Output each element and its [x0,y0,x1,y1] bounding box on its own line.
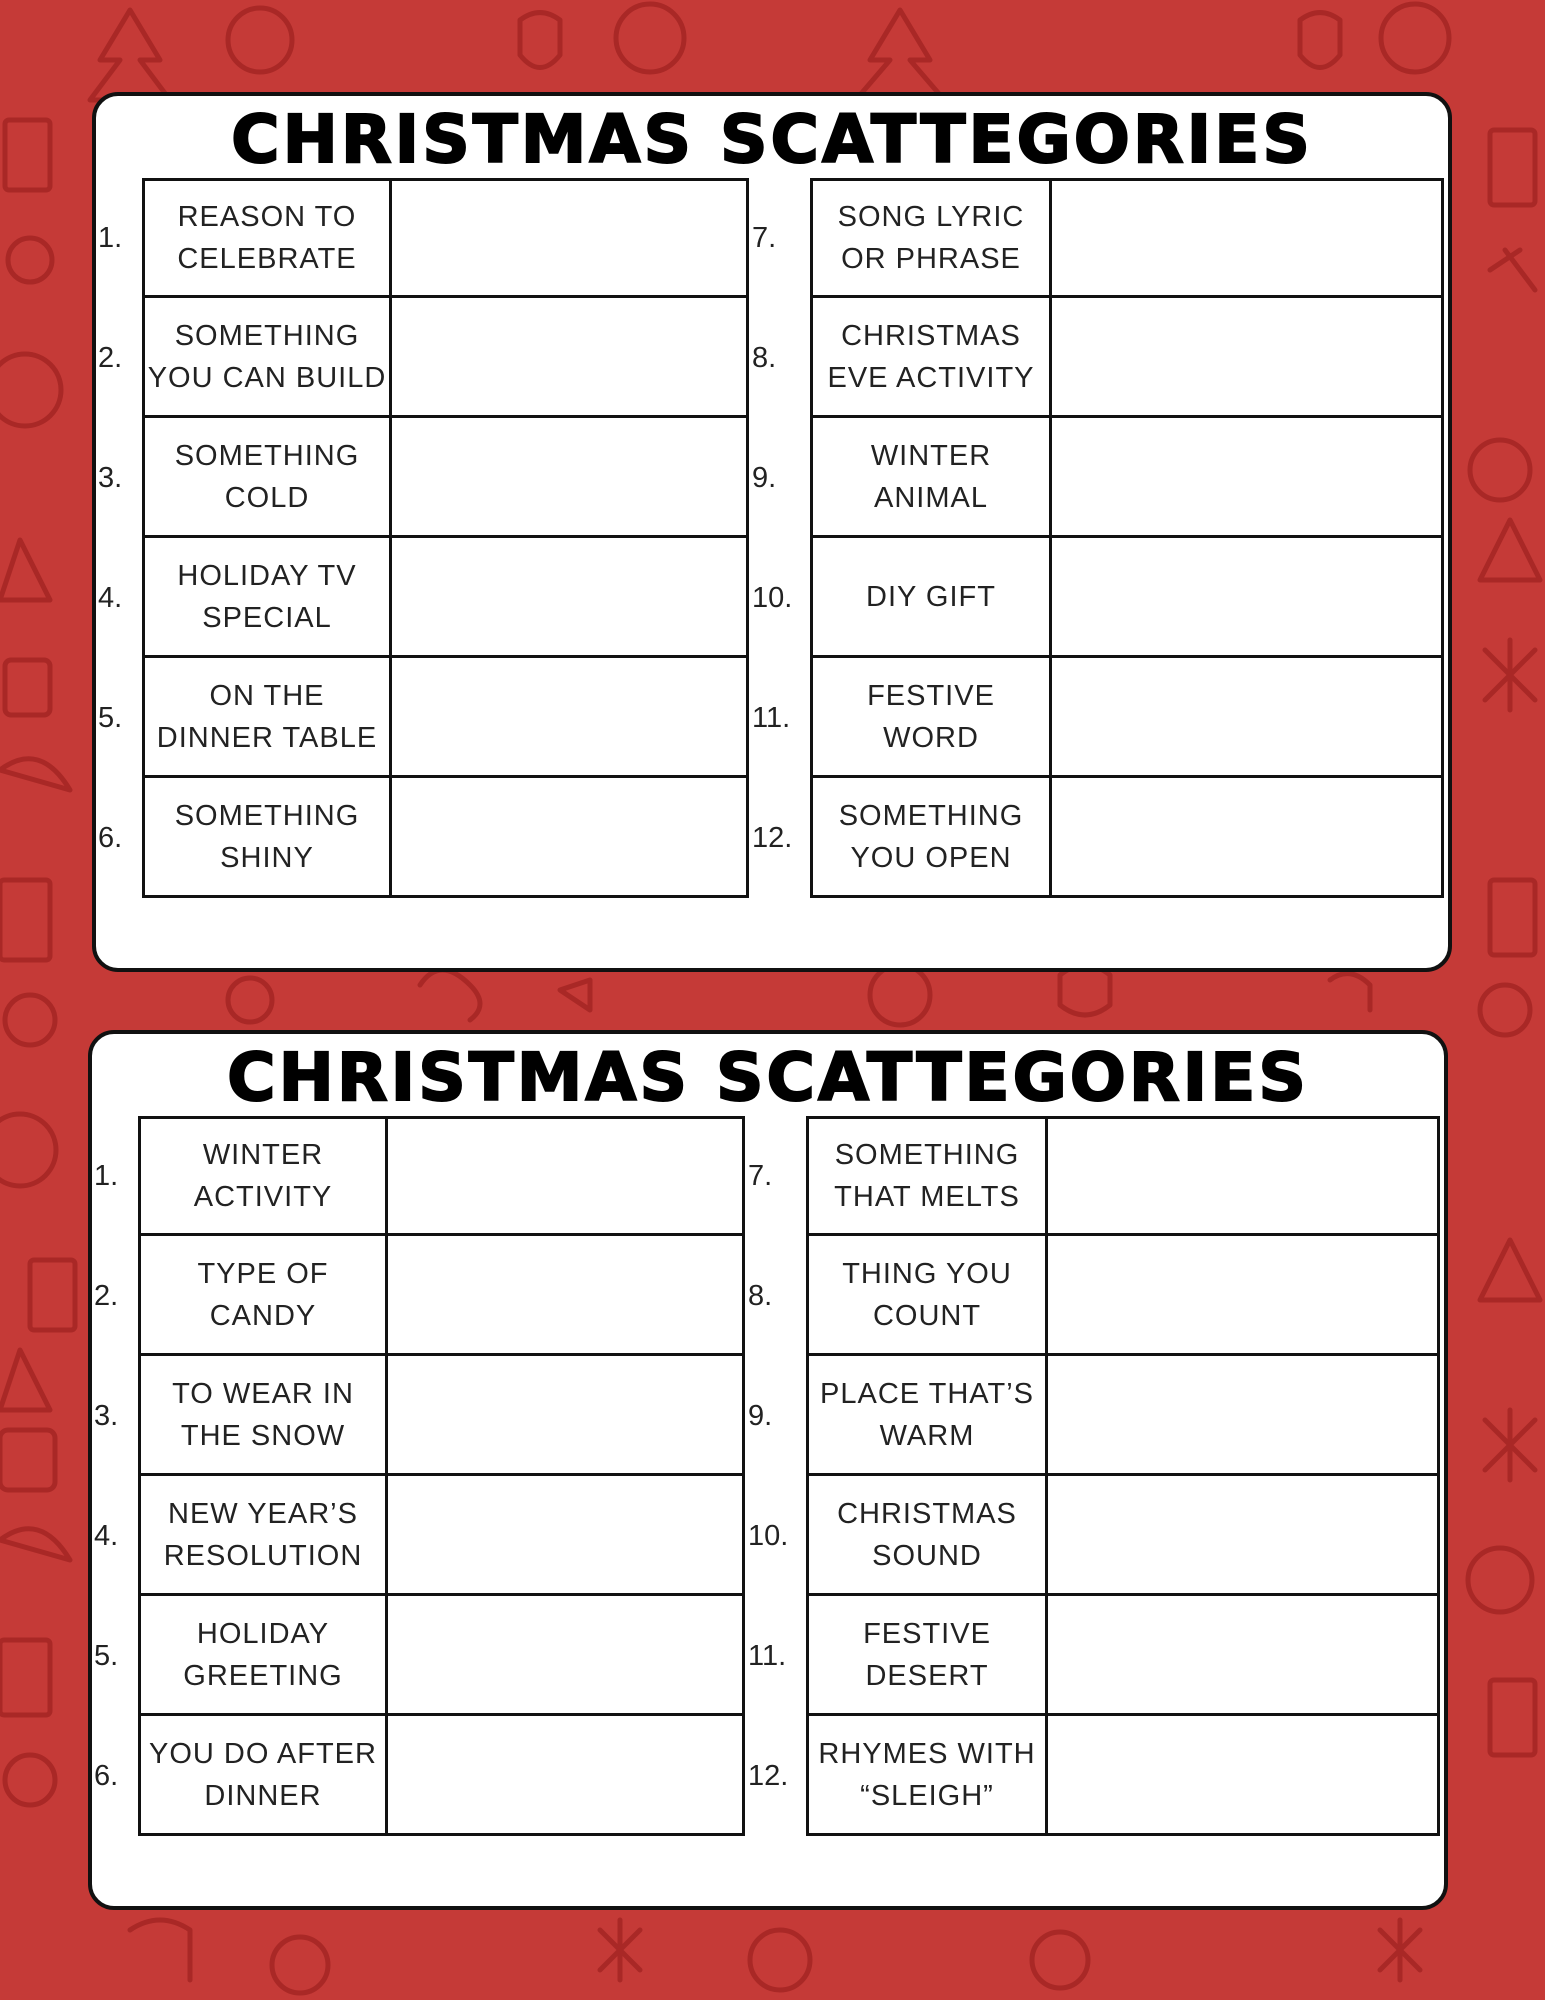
answer-box[interactable] [385,1473,745,1596]
category-label: SOMETHING YOU CAN BUILD [142,295,392,418]
answer-box[interactable] [1049,295,1444,418]
ornament-icon [1480,985,1530,1035]
category-number: 10. [752,581,793,614]
gift-icon [30,1260,75,1330]
category-label: FESTIVE WORD [810,655,1052,778]
ornament-icon [1468,1548,1532,1612]
tree-icon [0,540,50,600]
stocking-icon [560,980,590,1010]
santa-icon [1032,1932,1088,1988]
snowflake-icon [600,1920,640,1980]
reindeer-icon [1060,965,1110,1015]
tree-icon [1480,520,1540,580]
candy-cane-icon [1490,250,1535,290]
santa-hat-icon [0,759,70,790]
reindeer-icon [1300,13,1340,68]
santa-hat-icon [130,1920,190,1980]
gift-icon [5,120,50,190]
ornament-icon [750,1930,810,1990]
category-label: REASON TO CELEBRATE [142,178,392,298]
snowflake-ornament-icon [1381,4,1449,72]
answer-box[interactable] [1049,535,1444,658]
answer-box[interactable] [1045,1593,1440,1716]
snowflake-icon [1485,1410,1535,1480]
scattergories-card-1 [92,92,1452,972]
category-number: 4. [94,1519,119,1552]
answer-box[interactable] [1049,415,1444,538]
category-number: 1. [94,1159,119,1192]
ornament-icon [0,354,61,426]
gift-icon [0,1640,50,1715]
category-number: 7. [748,1159,773,1192]
answer-box[interactable] [389,535,749,658]
gingerbread-icon [228,978,272,1022]
mitten-icon [420,970,480,1020]
category-label: HOLIDAY TV SPECIAL [142,535,392,658]
category-number: 8. [748,1279,773,1312]
answer-box[interactable] [385,1233,745,1356]
category-number: 9. [752,461,777,494]
tree-icon [0,1350,50,1410]
category-number: 5. [94,1639,119,1672]
tree-icon [90,10,170,100]
answer-box[interactable] [1045,1233,1440,1356]
category-label: RHYMES WITH “SLEIGH” [806,1713,1048,1836]
snowflake-ornament-icon [616,4,684,72]
santa-icon [5,660,50,715]
answer-box[interactable] [389,775,749,898]
santa-icon [272,1937,328,1993]
snowflake-icon [1485,640,1535,710]
answer-box[interactable] [385,1593,745,1716]
category-number: 3. [98,461,123,494]
scattergories-card-2 [88,1030,1448,1910]
gingerbread-icon [8,238,52,282]
category-number: 9. [748,1399,773,1432]
category-number: 8. [752,341,777,374]
category-number: 11. [752,701,791,734]
stocking-icon [1330,974,1370,1010]
category-number: 7. [752,221,777,254]
ornament-icon [228,8,292,72]
category-label: TO WEAR IN THE SNOW [138,1353,388,1476]
category-number: 12. [748,1759,789,1792]
reindeer-icon [520,13,560,68]
gift-icon [1490,880,1535,955]
category-number: 5. [98,701,123,734]
gift-icon [0,880,50,960]
category-label: HOLIDAY GREETING [138,1593,388,1716]
category-label: YOU DO AFTER DINNER [138,1713,388,1836]
card-title: CHRISTMAS SCATTEGORIES [227,1039,1309,1116]
category-number: 11. [748,1639,787,1672]
tree-icon [1480,1240,1540,1300]
answer-box[interactable] [1045,1713,1440,1836]
answer-box[interactable] [1049,775,1444,898]
category-label: PLACE THAT’S WARM [806,1353,1048,1476]
gift-icon [1490,1680,1535,1755]
ornament-icon [0,1114,56,1186]
gingerbread-icon [5,995,55,1045]
category-number: 1. [98,221,123,254]
category-number: 2. [98,341,123,374]
answer-box[interactable] [389,415,749,538]
category-label: THING YOU COUNT [806,1233,1048,1356]
category-label: NEW YEAR’S RESOLUTION [138,1473,388,1596]
answer-box[interactable] [1049,655,1444,778]
category-label: CHRISTMAS SOUND [806,1473,1048,1596]
category-label: SOMETHING THAT MELTS [806,1116,1048,1236]
santa-hat-icon [0,1529,70,1560]
category-label: DIY GIFT [810,535,1052,658]
answer-box[interactable] [1049,178,1444,298]
category-number: 6. [98,821,123,854]
gift-icon [1490,130,1535,205]
category-label: SOMETHING COLD [142,415,392,538]
ornament-icon [870,965,930,1025]
ornament-icon [1470,440,1530,500]
category-label: CHRISTMAS EVE ACTIVITY [810,295,1052,418]
answer-box[interactable] [1045,1116,1440,1236]
answer-box[interactable] [385,1353,745,1476]
category-number: 4. [98,581,123,614]
tree-icon [860,10,940,95]
card-title: CHRISTMAS SCATTEGORIES [231,101,1313,178]
category-label: SONG LYRIC OR PHRASE [810,178,1052,298]
category-number: 6. [94,1759,119,1792]
santa-icon [0,1430,55,1490]
answer-box[interactable] [389,295,749,418]
answer-box[interactable] [385,1116,745,1236]
category-number: 12. [752,821,793,854]
answer-box[interactable] [1045,1353,1440,1476]
category-label: SOMETHING YOU OPEN [810,775,1052,898]
snowflake-icon [1380,1920,1420,1980]
answer-box[interactable] [1045,1473,1440,1596]
category-number: 10. [748,1519,789,1552]
answer-box[interactable] [389,655,749,778]
category-label: FESTIVE DESERT [806,1593,1048,1716]
category-number: 3. [94,1399,119,1432]
category-label: TYPE OF CANDY [138,1233,388,1356]
category-label: WINTER ACTIVITY [138,1116,388,1236]
category-number: 2. [94,1279,119,1312]
category-label: ON THE DINNER TABLE [142,655,392,778]
category-label: WINTER ANIMAL [810,415,1052,538]
answer-box[interactable] [389,178,749,298]
gingerbread-icon [5,1755,55,1805]
answer-box[interactable] [385,1713,745,1836]
category-label: SOMETHING SHINY [142,775,392,898]
